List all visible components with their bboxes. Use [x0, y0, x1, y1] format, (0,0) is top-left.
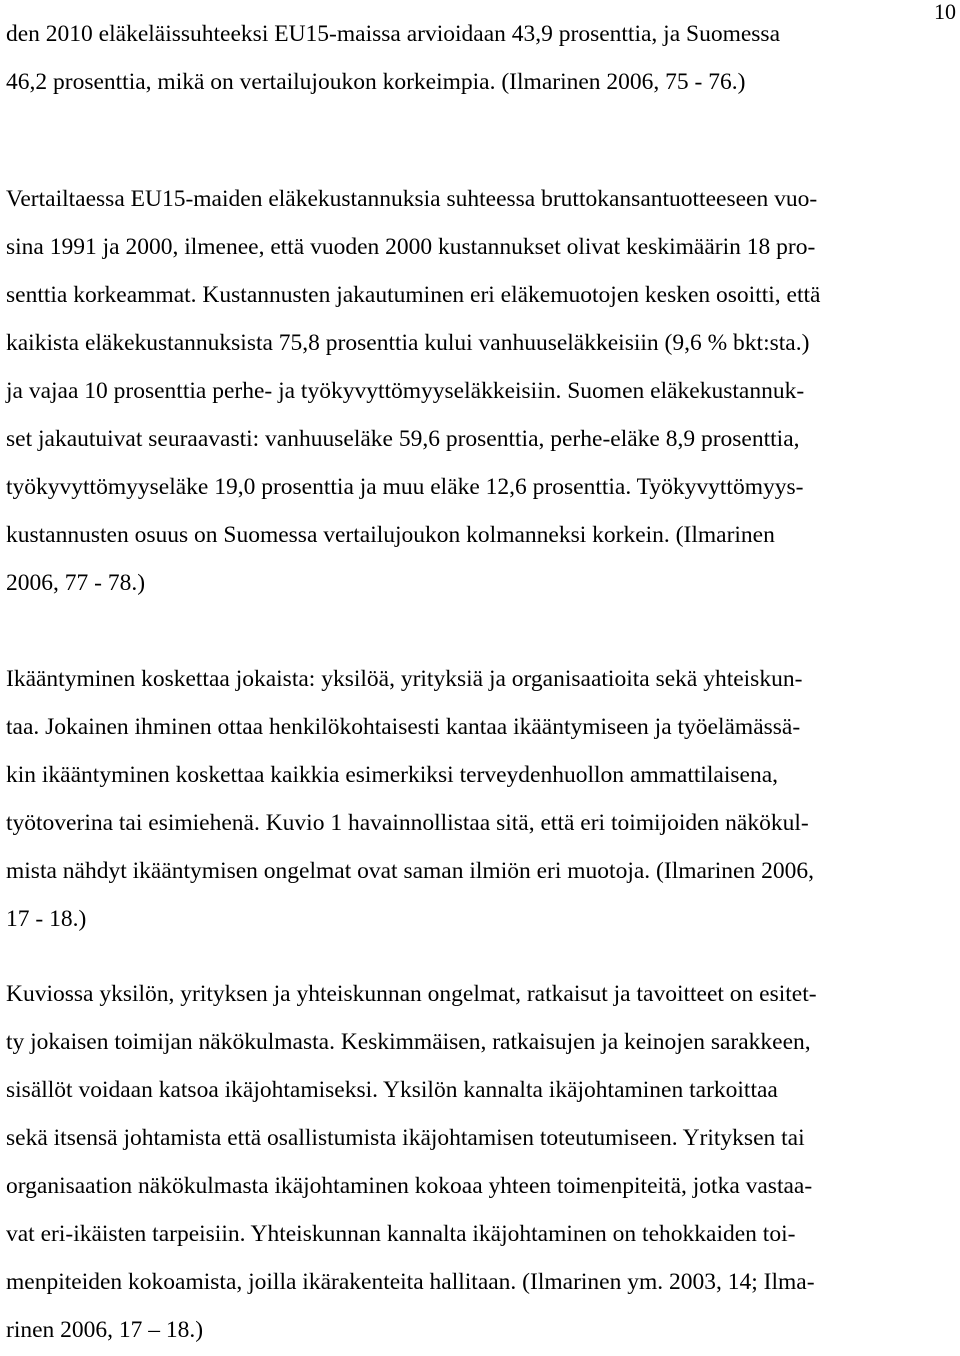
text-line: sisällöt voidaan katsoa ikäjohtamiseksi. Yksilön kannalta ikäjohtaminen tarkoittaa: [6, 1077, 778, 1103]
text-line: rinen 2006, 17 – 18.): [6, 1317, 204, 1343]
text-line: mista nähdyt ikääntymisen ongelmat ovat saman ilmiön eri muotoja. (Ilmarinen 2006,: [6, 858, 814, 884]
text-line: Ikääntyminen koskettaa jokaista: yksilöä, yrityksiä ja organisaatioita sekä yhteiskun-: [6, 666, 803, 692]
text-line: menpiteiden kokoamista, joilla ikärakenteita hallitaan. (Ilmarinen ym. 2003, 14; Ilma-: [6, 1269, 815, 1295]
text-line: työtoverina tai esimiehenä. Kuvio 1 havainnollistaa sitä, että eri toimijoiden näkökul-: [6, 810, 809, 836]
paragraph-1: [6, 10, 941, 106]
text-line: den 2010 eläkeläissuhteeksi EU15-maissa arvioidaan 43,9 prosenttia, ja Suomessa: [6, 21, 781, 47]
paragraph-3: [6, 655, 941, 943]
paragraph-4: [6, 970, 941, 1354]
text-line: taa. Jokainen ihminen ottaa henkilökohtaisesti kantaa ikääntymiseen ja työelämässä-: [6, 714, 801, 740]
text-line: Vertailtaessa EU15-maiden eläkekustannuksia suhteessa bruttokansantuotteeseen vuo-: [6, 186, 818, 212]
page-number: 10: [934, 0, 956, 24]
text-line: 2006, 77 - 78.): [6, 570, 146, 596]
text-line: ja vajaa 10 prosenttia perhe- ja työkyvyttömyyseläkkeisiin. Suomen eläkekustannuk-: [6, 378, 805, 404]
text-line: kin ikääntyminen koskettaa kaikkia esimerkiksi terveydenhuollon ammattilaisena,: [6, 762, 779, 788]
paragraph-2: [6, 175, 941, 607]
text-line: työkyvyttömyyseläke 19,0 prosenttia ja muu eläke 12,6 prosenttia. Työkyvyttömyys-: [6, 474, 804, 500]
text-line: 17 - 18.): [6, 906, 87, 932]
text-line: kaikista eläkekustannuksista 75,8 prosenttia kului vanhuuseläkkeisiin (9,6 % bkt:sta.): [6, 330, 810, 356]
text-line: set jakautuivat seuraavasti: vanhuuseläke 59,6 prosenttia, perhe-eläke 8,9 prosenttia,: [6, 426, 800, 452]
text-line: organisaation näkökulmasta ikäjohtaminen kokoaa yhteen toimenpiteitä, jotka vastaa-: [6, 1173, 813, 1199]
text-line: senttia korkeammat. Kustannusten jakautuminen eri eläkemuotojen kesken osoitti, että: [6, 282, 821, 308]
text-line: vat eri-ikäisten tarpeisiin. Yhteiskunnan kannalta ikäjohtaminen on tehokkaiden toi-: [6, 1221, 796, 1247]
text-line: 46,2 prosenttia, mikä on vertailujoukon korkeimpia. (Ilmarinen 2006, 75 - 76.): [6, 69, 746, 95]
text-line: kustannusten osuus on Suomessa vertailujoukon kolmanneksi korkein. (Ilmarinen: [6, 522, 775, 548]
text-line: Kuviossa yksilön, yrityksen ja yhteiskunnan ongelmat, ratkaisut ja tavoitteet on esitet-: [6, 981, 817, 1007]
text-line: sina 1991 ja 2000, ilmenee, että vuoden 2000 kustannukset olivat keskimäärin 18 pro-: [6, 234, 816, 260]
text-line: ty jokaisen toimijan näkökulmasta. Keskimmäisen, ratkaisujen ja keinojen sarakkeen,: [6, 1029, 811, 1055]
text-line: sekä itsensä johtamista että osallistumista ikäjohtamisen toteutumiseen. Yrityksen tai: [6, 1125, 805, 1151]
